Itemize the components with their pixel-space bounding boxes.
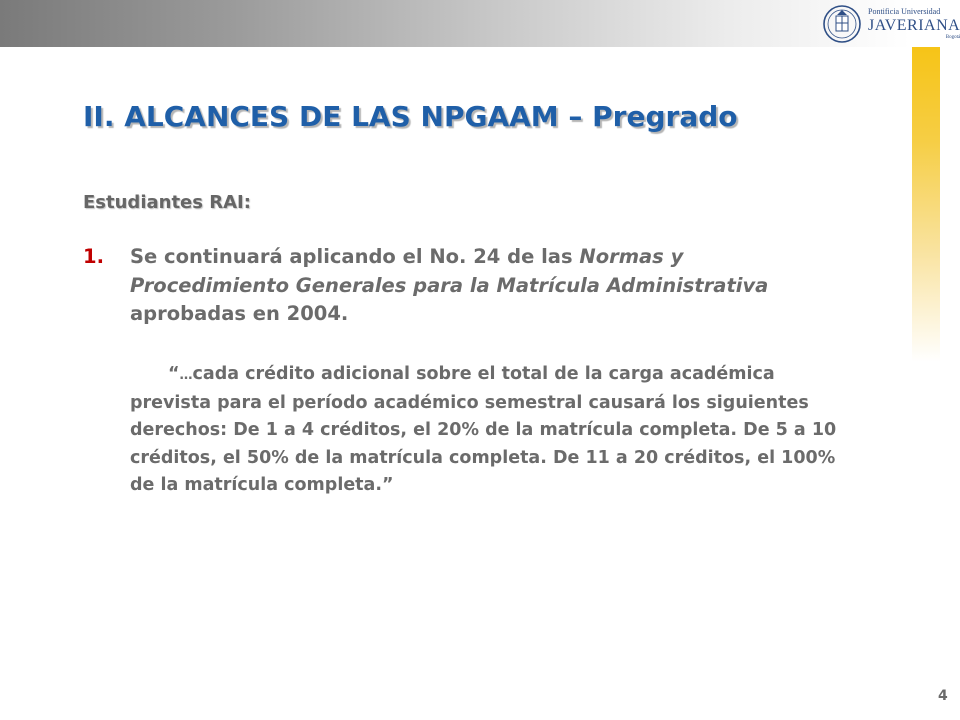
- logo-line2: JAVERIANA: [868, 17, 960, 34]
- item-text-part2: aprobadas en 2004.: [130, 302, 349, 325]
- section-subtitle: Estudiantes RAI:: [83, 192, 251, 213]
- quote-open-mark: “: [168, 364, 180, 384]
- crest-icon: [822, 4, 862, 44]
- item-text: [130, 243, 830, 329]
- item-text-italic: Normas y Procedimiento Generales para la Matrícula Administrativa: [130, 245, 769, 297]
- quote-close-mark: ”: [382, 475, 394, 495]
- quote-text: cada crédito adicional sobre el total de la carga académica prevista para el período académico semestral causará los siguientes derechos: De 1 a 4 créditos, el 20% de la matrícula completa. De 5 a 10 créditos, el 50% de la matrícula completa. De 11 a 20 créditos, el 100% de la matrícula completa.: [130, 364, 837, 495]
- header-gradient-band: [0, 0, 910, 47]
- logo-line3: Bogotá: [945, 35, 960, 40]
- item-text-part1: Se continuará aplicando el No. 24 de las: [130, 245, 580, 268]
- item-number: 1.: [83, 245, 104, 268]
- logo-line1: Pontificia Universidad: [868, 7, 941, 16]
- slide-title: II. ALCANCES DE LAS NPGAAM – Pregrado: [83, 100, 738, 133]
- accent-side-bar: [912, 47, 940, 362]
- university-logo: [822, 2, 960, 46]
- quote-ellipsis: …: [179, 368, 193, 383]
- page-number: 4: [938, 688, 948, 704]
- logo-wordmark: [868, 8, 960, 40]
- quote-block: [130, 361, 850, 500]
